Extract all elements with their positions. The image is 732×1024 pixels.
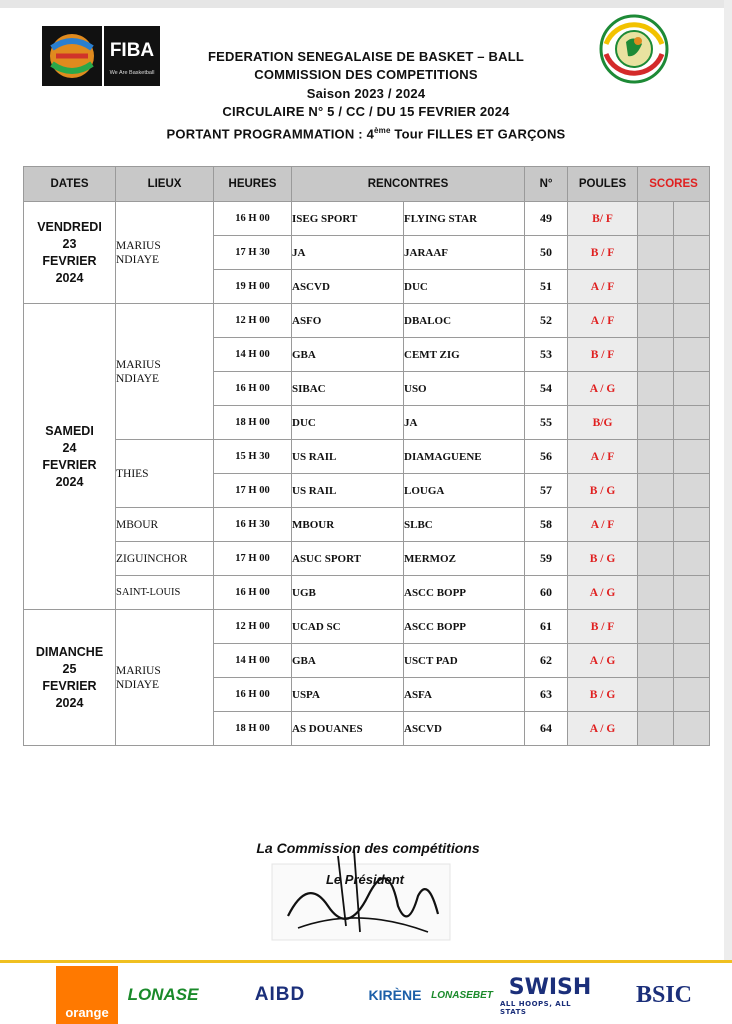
circular-reference: CIRCULAIRE N° 5 / CC / DU 15 FEVRIER 2024 — [222, 104, 510, 120]
time-cell: 18 H 00 — [214, 712, 292, 746]
page-right-edge — [724, 0, 732, 960]
score-away — [674, 610, 710, 644]
away-team: SLBC — [404, 508, 525, 542]
score-away — [674, 542, 710, 576]
away-team: LOUGA — [404, 474, 525, 508]
away-team: CEMT ZIG — [404, 338, 525, 372]
time-cell: 17 H 00 — [214, 542, 292, 576]
aibd-sponsor-logo: AIBD — [254, 984, 306, 1005]
match-number: 63 — [525, 678, 568, 712]
match-number: 62 — [525, 644, 568, 678]
poule-cell: A / F — [568, 440, 638, 474]
score-home — [638, 542, 674, 576]
venue-cell: MARIUS NDIAYE — [116, 304, 214, 440]
poule-cell: B / G — [568, 678, 638, 712]
table-row — [24, 542, 710, 576]
footer-divider — [0, 960, 732, 963]
commission-signature-title: La Commission des compétitions — [256, 840, 480, 856]
home-team: ASCVD — [292, 270, 404, 304]
header-rencontres: RENCONTRES — [292, 167, 525, 202]
time-cell: 12 H 00 — [214, 304, 292, 338]
home-team: UGB — [292, 576, 404, 610]
away-team: USCT PAD — [404, 644, 525, 678]
away-team: ASFA — [404, 678, 525, 712]
schedule-table — [23, 166, 710, 746]
match-number: 55 — [525, 406, 568, 440]
score-home — [638, 678, 674, 712]
time-cell: 15 H 30 — [214, 440, 292, 474]
away-team: USO — [404, 372, 525, 406]
poule-cell: A / G — [568, 644, 638, 678]
home-team: GBA — [292, 644, 404, 678]
home-team: USPA — [292, 678, 404, 712]
match-number: 61 — [525, 610, 568, 644]
venue-cell: MARIUS NDIAYE — [116, 202, 214, 304]
poule-cell: B / F — [568, 610, 638, 644]
poule-cell: B / F — [568, 236, 638, 270]
score-home — [638, 474, 674, 508]
away-team: JARAAF — [404, 236, 525, 270]
venue-cell: ZIGUINCHOR — [116, 542, 214, 576]
away-team: MERMOZ — [404, 542, 525, 576]
programming-subject: PORTANT PROGRAMMATION : 4ème Tour FILLES ET GARÇONS — [166, 125, 566, 141]
home-team: DUC — [292, 406, 404, 440]
time-cell: 14 H 00 — [214, 338, 292, 372]
time-cell: 18 H 00 — [214, 406, 292, 440]
home-team: ASFO — [292, 304, 404, 338]
venue-cell: SAINT-LOUIS — [116, 576, 214, 610]
poule-cell: A / G — [568, 372, 638, 406]
home-team: UCAD SC — [292, 610, 404, 644]
score-home — [638, 236, 674, 270]
season: Saison 2023 / 2024 — [306, 85, 426, 101]
table-row — [24, 304, 710, 338]
score-home — [638, 610, 674, 644]
score-home — [638, 338, 674, 372]
score-away — [674, 372, 710, 406]
away-team: ASCC BOPP — [404, 576, 525, 610]
header-poules: POULES — [568, 167, 638, 202]
score-away — [674, 440, 710, 474]
time-cell: 16 H 00 — [214, 678, 292, 712]
table-row — [24, 576, 710, 610]
score-away — [674, 712, 710, 746]
home-team: SIBAC — [292, 372, 404, 406]
match-number: 52 — [525, 304, 568, 338]
score-away — [674, 236, 710, 270]
score-home — [638, 508, 674, 542]
poule-cell: B / F — [568, 338, 638, 372]
fiba-logo — [42, 26, 160, 86]
match-number: 50 — [525, 236, 568, 270]
date-cell: DIMANCHE 25 FEVRIER 2024 — [24, 610, 116, 746]
time-cell: 17 H 00 — [214, 474, 292, 508]
poule-cell: A / F — [568, 508, 638, 542]
score-home — [638, 270, 674, 304]
time-cell: 16 H 00 — [214, 202, 292, 236]
federation-seal-logo — [598, 14, 670, 84]
home-team: ISEG SPORT — [292, 202, 404, 236]
federation-name: FEDERATION SENEGALAISE DE BASKET – BALL — [208, 49, 524, 64]
lonase-sponsor-logo: LONASE — [127, 985, 199, 1004]
away-team: DIAMAGUENE — [404, 440, 525, 474]
score-home — [638, 406, 674, 440]
venue-cell: MBOUR — [116, 508, 214, 542]
score-away — [674, 644, 710, 678]
document-header — [150, 48, 582, 143]
commission-name: COMMISSION DES COMPETITIONS — [254, 67, 478, 83]
table-row — [24, 440, 710, 474]
away-team: DUC — [404, 270, 525, 304]
home-team: JA — [292, 236, 404, 270]
fiba-tagline: We Are Basketball — [109, 70, 155, 76]
poule-cell: B / G — [568, 542, 638, 576]
header-num: N° — [525, 167, 568, 202]
match-number: 51 — [525, 270, 568, 304]
poule-cell: B/ F — [568, 202, 638, 236]
score-away — [674, 406, 710, 440]
score-home — [638, 644, 674, 678]
bsic-sponsor-logo: BSIC — [635, 981, 693, 1008]
match-number: 49 — [525, 202, 568, 236]
match-number: 57 — [525, 474, 568, 508]
score-away — [674, 474, 710, 508]
time-cell: 14 H 00 — [214, 644, 292, 678]
time-cell: 19 H 00 — [214, 270, 292, 304]
time-cell: 16 H 30 — [214, 508, 292, 542]
score-away — [674, 576, 710, 610]
poule-cell: A / F — [568, 304, 638, 338]
table-row — [24, 610, 710, 644]
away-team: FLYING STAR — [404, 202, 525, 236]
lonasebet-sponsor-logo: LONASEBET — [431, 989, 493, 1001]
match-number: 58 — [525, 508, 568, 542]
home-team: ASUC SPORT — [292, 542, 404, 576]
time-cell: 16 H 00 — [214, 372, 292, 406]
table-row — [24, 202, 710, 236]
table-header-row — [24, 167, 710, 202]
time-cell: 16 H 00 — [214, 576, 292, 610]
score-home — [638, 440, 674, 474]
away-team: ASCVD — [404, 712, 525, 746]
score-home — [638, 576, 674, 610]
score-home — [638, 304, 674, 338]
home-team: MBOUR — [292, 508, 404, 542]
home-team: US RAIL — [292, 440, 404, 474]
header-heures: HEURES — [214, 167, 292, 202]
score-away — [674, 270, 710, 304]
poule-cell: A / F — [568, 270, 638, 304]
match-number: 60 — [525, 576, 568, 610]
away-team: JA — [404, 406, 525, 440]
match-number: 64 — [525, 712, 568, 746]
home-team: GBA — [292, 338, 404, 372]
poule-cell: B/G — [568, 406, 638, 440]
score-away — [674, 338, 710, 372]
fiba-wordmark: FIBA — [109, 40, 155, 61]
orange-sponsor-logo: orange — [56, 966, 118, 1024]
score-home — [638, 372, 674, 406]
score-away — [674, 508, 710, 542]
score-home — [638, 202, 674, 236]
venue-cell: MARIUS NDIAYE — [116, 610, 214, 746]
date-cell: VENDREDI 23 FEVRIER 2024 — [24, 202, 116, 304]
poule-cell: A / G — [568, 576, 638, 610]
time-cell: 17 H 30 — [214, 236, 292, 270]
poule-cell: A / G — [568, 712, 638, 746]
score-home — [638, 712, 674, 746]
home-team: AS DOUANES — [292, 712, 404, 746]
score-away — [674, 202, 710, 236]
match-number: 54 — [525, 372, 568, 406]
header-scores: SCORES — [638, 167, 710, 202]
page-top-edge — [0, 0, 732, 8]
swish-sponsor-logo: SWISH ALL HOOPS, ALL STATS — [500, 974, 592, 1016]
match-number: 59 — [525, 542, 568, 576]
kirene-sponsor-logo: KIRÈNE — [368, 987, 422, 1003]
poule-cell: B / G — [568, 474, 638, 508]
header-dates: DATES — [24, 167, 116, 202]
venue-cell: THIES — [116, 440, 214, 508]
score-away — [674, 304, 710, 338]
away-team: DBALOC — [404, 304, 525, 338]
match-number: 53 — [525, 338, 568, 372]
home-team: US RAIL — [292, 474, 404, 508]
header-lieux: LIEUX — [116, 167, 214, 202]
match-number: 56 — [525, 440, 568, 474]
president-title: Le Président — [325, 872, 405, 887]
score-away — [674, 678, 710, 712]
date-cell: SAMEDI 24 FEVRIER 2024 — [24, 304, 116, 610]
table-row — [24, 508, 710, 542]
time-cell: 12 H 00 — [214, 610, 292, 644]
away-team: ASCC BOPP — [404, 610, 525, 644]
